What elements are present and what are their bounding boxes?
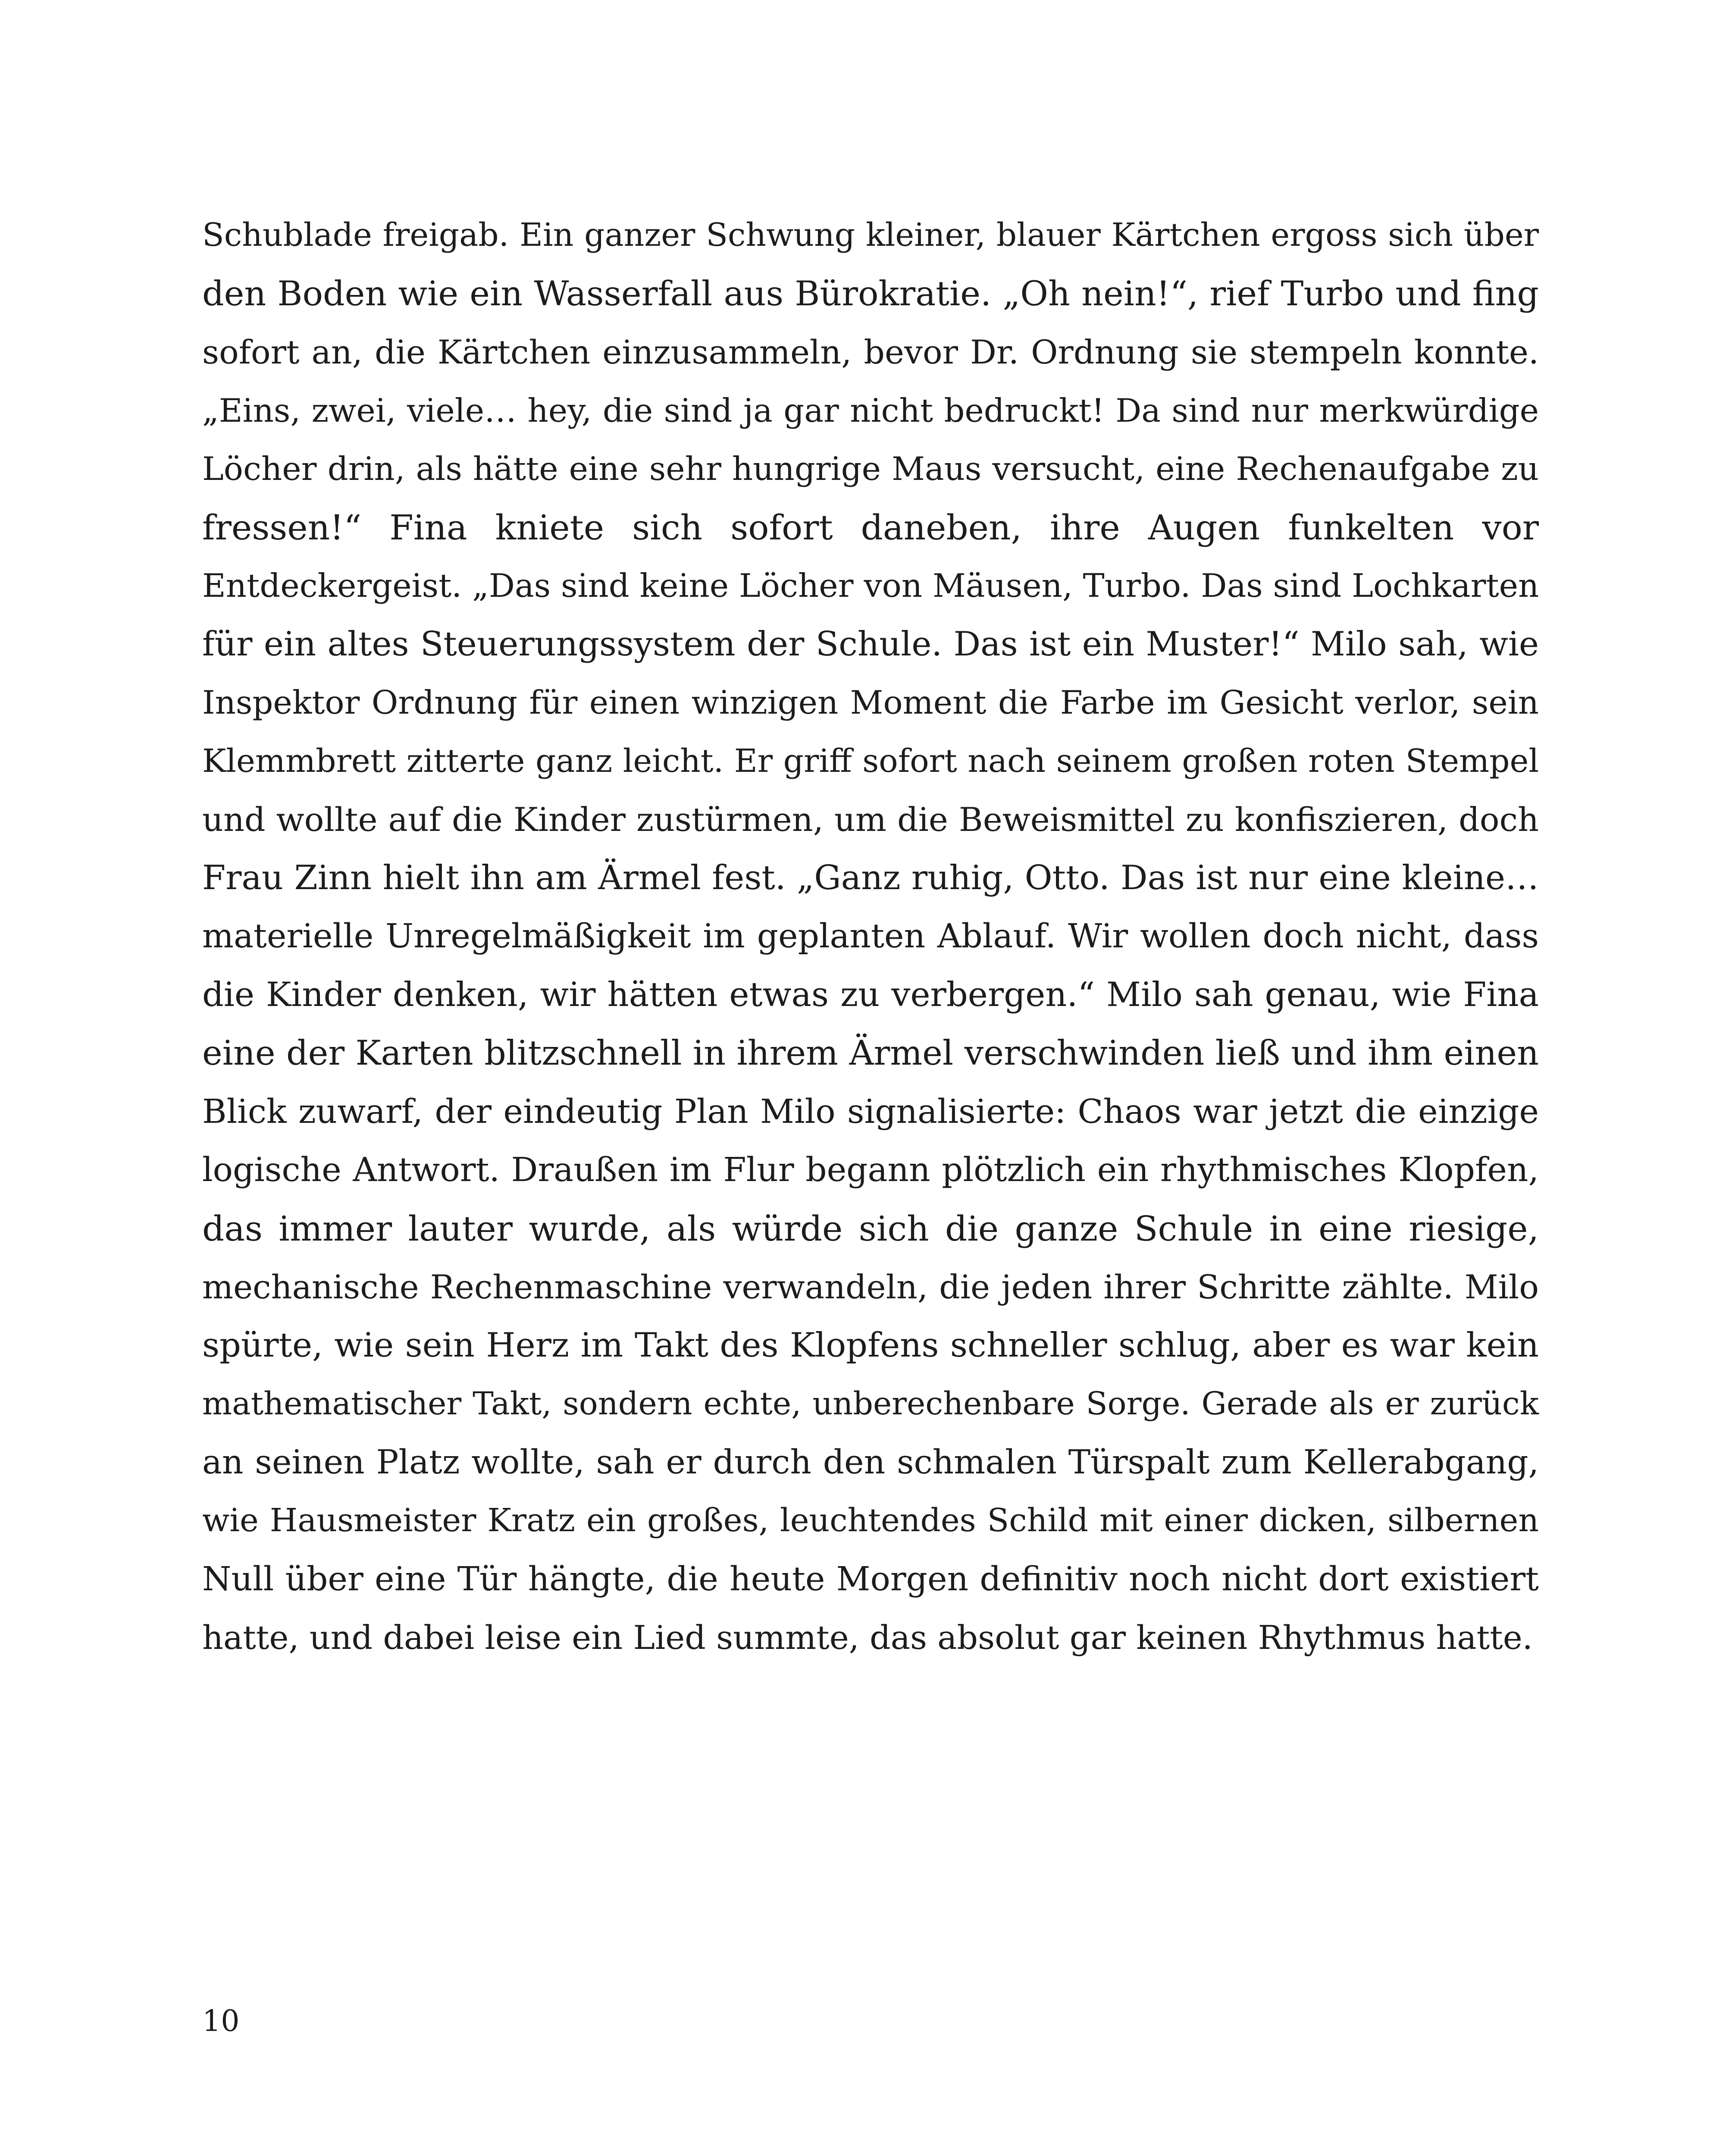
text-line: eine der Karten blitzschnell in ihrem Ärmel verschwinden ließ und ihm einen: [202, 1033, 1539, 1073]
text-line: logische Antwort. Draußen im Flur begann plötzlich ein rhythmisches Klopfen,: [202, 1151, 1539, 1189]
text-line: Null über eine Tür hängte, die heute Morgen definitiv noch nicht dort existiert: [202, 1560, 1539, 1598]
text-line: Inspektor Ordnung für einen winzigen Moment die Farbe im Gesicht verlor, sein: [202, 683, 1539, 721]
text-line: mechanische Rechenmaschine verwandeln, die jeden ihrer Schritte zählte. Milo: [202, 1268, 1539, 1306]
text-line: Blick zuwarf, der eindeutig Plan Milo signalisierte: Chaos war jetzt die einzige: [202, 1092, 1539, 1131]
text-line: Entdeckergeist. „Das sind keine Löcher von Mäusen, Turbo. Das sind Lochkarten: [202, 567, 1539, 605]
text-line: den Boden wie ein Wasserfall aus Bürokratie. „Oh nein!“, rief Turbo und fing: [202, 273, 1539, 313]
text-line: mathematischer Takt, sondern echte, unberechenbare Sorge. Gerade als er zurück: [202, 1385, 1539, 1422]
text-line: wie Hausmeister Kratz ein großes, leuchtendes Schild mit einer dicken, silbernen: [202, 1502, 1539, 1539]
text-line: Löcher drin, als hätte eine sehr hungrige Maus versucht, eine Rechenaufgabe zu: [202, 450, 1539, 488]
text-line: Schublade freigab. Ein ganzer Schwung kleiner, blauer Kärtchen ergoss sich über: [202, 216, 1539, 254]
body-paragraph: [202, 206, 1539, 1667]
text-line: sofort an, die Kärtchen einzusammeln, bevor Dr. Ordnung sie stempeln konnte.: [202, 333, 1539, 371]
text-line: materielle Unregelmäßigkeit im geplanten Ablauf. Wir wollen doch nicht, dass: [202, 917, 1539, 956]
text-line: spürte, wie sein Herz im Takt des Klopfens schneller schlug, aber es war kein: [202, 1326, 1539, 1365]
text-line: fressen!“ Fina kniete sich sofort daneben, ihre Augen funkelten vor: [202, 507, 1539, 548]
text-line: die Kinder denken, wir hätten etwas zu verbergen.“ Milo sah genau, wie Fina: [202, 975, 1539, 1014]
page-number: 10: [202, 2004, 240, 2038]
text-line: „Eins, zwei, viele… hey, die sind ja gar nicht bedruckt! Da sind nur merkwürdige: [202, 391, 1539, 429]
text-line: Frau Zinn hielt ihn am Ärmel fest. „Ganz ruhig, Otto. Das ist nur eine kleine…: [202, 858, 1539, 897]
text-line: das immer lauter wurde, als würde sich die ganze Schule in eine riesige,: [202, 1208, 1539, 1249]
text-line: hatte, und dabei leise ein Lied summte, das absolut gar keinen Rhythmus hatte.: [202, 1618, 1533, 1657]
text-line: an seinen Platz wollte, sah er durch den schmalen Türspalt zum Kellerabgang,: [202, 1443, 1539, 1482]
text-line: für ein altes Steuerungssystem der Schule. Das ist ein Muster!“ Milo sah, wie: [202, 624, 1539, 664]
text-line: und wollte auf die Kinder zustürmen, um die Beweismittel zu konfiszieren, doch: [202, 800, 1539, 839]
text-line: Klemmbrett zitterte ganz leicht. Er griff sofort nach seinem großen roten Stempel: [202, 742, 1539, 780]
